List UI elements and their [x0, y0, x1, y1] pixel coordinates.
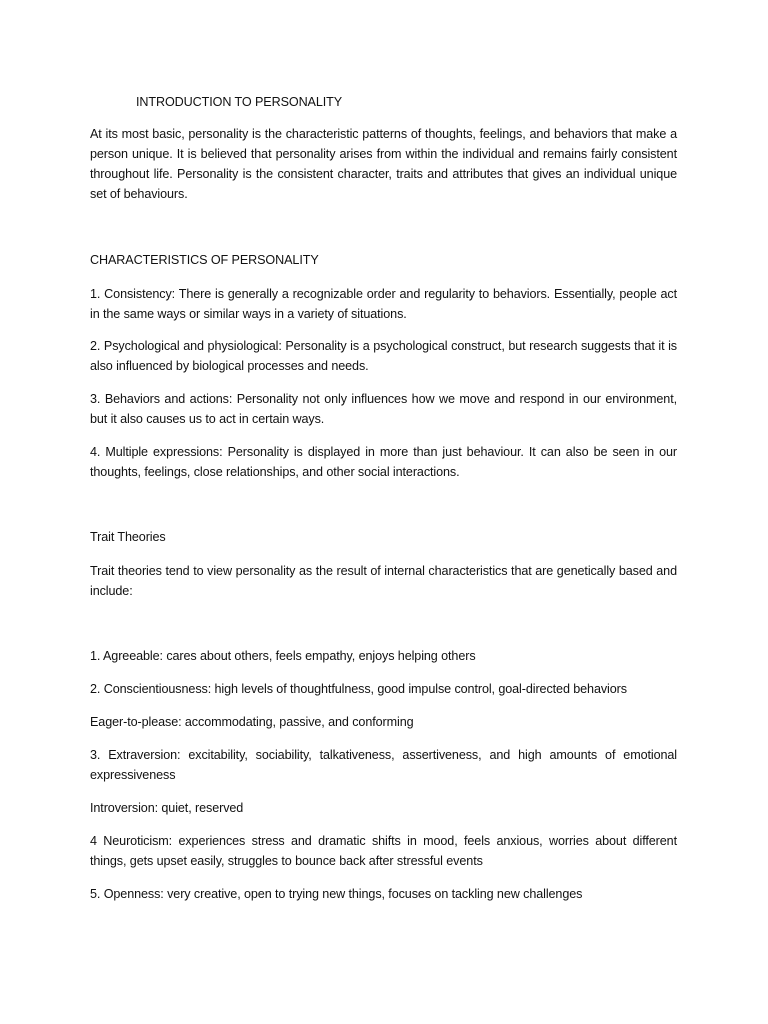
- trait-item: 2. Conscientiousness: high levels of thoughtfulness, good impulse control, goal-directed behaviors: [90, 682, 627, 696]
- trait-item: 3. Extraversion: excitability, sociability, talkativeness, assertiveness, and high amounts of emotional expressiveness: [90, 748, 677, 782]
- trait-item: 1. Agreeable: cares about others, feels empathy, enjoys helping others: [90, 649, 476, 663]
- characteristic-item: 2. Psychological and physiological: Personality is a psychological construct, but research suggests that it is also influenced by biological processes and needs.: [90, 339, 677, 373]
- trait-item: Introversion: quiet, reserved: [90, 801, 244, 815]
- characteristic-item: 4. Multiple expressions: Personality is displayed in more than just behaviour. It can also be seen in our thoughts, feelings, close relationships, and other social interactions.: [90, 445, 677, 479]
- characteristic-item: 3. Behaviors and actions: Personality not only influences how we move and respond in our environment, but it also causes us to act in certain ways.: [90, 392, 677, 426]
- page-title: INTRODUCTION TO PERSONALITY: [136, 95, 343, 109]
- intro-paragraph: At its most basic, personality is the characteristic patterns of thoughts, feelings, and behaviors that make a person unique. It is believed that personality arises from within the individual and remains fairly consistent throughout life. Personality is the consistent character, traits and attributes that gives an individual unique set of behaviours.: [90, 127, 677, 201]
- trait-item: 4 Neuroticism: experiences stress and dramatic shifts in mood, feels anxious, worries about different things, gets upset easily, struggles to bounce back after stressful events: [90, 834, 677, 868]
- trait-theories-heading: Trait Theories: [90, 530, 166, 544]
- trait-item: Eager-to-please: accommodating, passive, and conforming: [90, 715, 414, 729]
- characteristic-item: 1. Consistency: There is generally a recognizable order and regularity to behaviors. Essentially, people act in the same ways or similar ways in a variety of situations.: [90, 287, 677, 321]
- trait-theories-intro: Trait theories tend to view personality as the result of internal characteristics that are genetically based and include:: [90, 564, 677, 598]
- trait-item: 5. Openness: very creative, open to trying new things, focuses on tackling new challenges: [90, 887, 583, 901]
- characteristics-heading: CHARACTERISTICS OF PERSONALITY: [90, 253, 319, 267]
